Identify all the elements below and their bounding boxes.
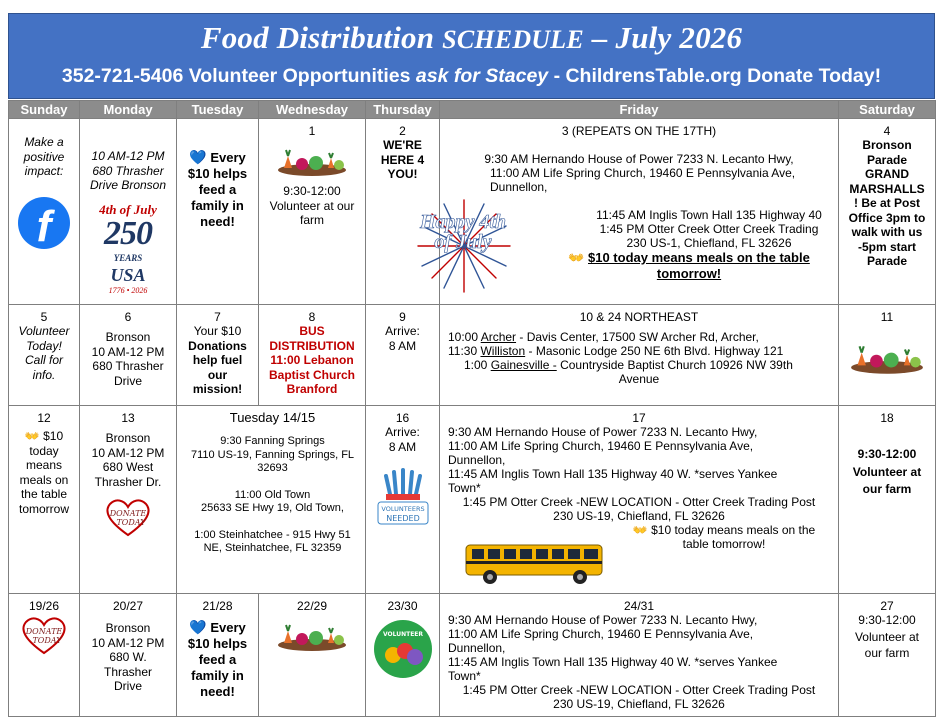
cell-text: Thrasher Dr. — [94, 474, 162, 489]
day-number: 3 (REPEATS ON THE 17TH) — [561, 124, 717, 138]
cell-text: 10:00 — [448, 330, 479, 344]
title-main: Food Distribution — [200, 20, 435, 55]
day-number: 10 & 24 NORTHEAST — [579, 310, 699, 324]
cell-text: need! — [200, 214, 235, 229]
day-cell-fri-week4 — [440, 594, 839, 717]
cell-text: Bronson — [862, 138, 912, 152]
day-cell-sat-week3 — [839, 406, 936, 594]
day-cell-sun-week3 — [9, 406, 80, 594]
day-cell-thu-week2 — [366, 305, 440, 406]
cell-text: Make a — [24, 135, 64, 149]
cell-text: HERE 4 — [380, 152, 425, 167]
cell-text: Volunteer — [18, 324, 70, 338]
cell-text: our farm — [864, 646, 910, 660]
cell-text: Dunnellon, — [490, 180, 548, 194]
cell-text: Office 3pm to — [848, 210, 926, 225]
calendar-table — [8, 100, 936, 717]
donate-today-heart-icon[interactable] — [102, 497, 154, 537]
cell-text: Drive Bronson — [89, 178, 167, 192]
badge-text: 1776 • 2026 — [108, 285, 148, 295]
day-number: 20/27 — [112, 599, 144, 613]
cell-text: tomorrow! — [656, 266, 722, 281]
cell-text: 11:00 AM Life Spring Church, 19460 E Pennsylvania Ave, — [448, 439, 754, 453]
day-cell-thu-week3 — [366, 406, 440, 594]
cell-text: Dunnellon, — [448, 453, 506, 467]
cell-text: - Davis Center, 17500 SW Archer Rd, Archer, — [519, 330, 759, 344]
cell-text: BUS — [299, 324, 325, 338]
cell-text: -5pm start — [857, 239, 916, 254]
day-cell-sat-week2 — [839, 305, 936, 406]
week-row-4 — [9, 594, 936, 717]
cell-text: 9:30-12:00 — [858, 613, 916, 627]
donate-website-text[interactable]: - ChildrensTable.org Donate Today! — [553, 65, 882, 87]
badge-text: USA — [110, 264, 146, 285]
day-cell-fri-week3 — [440, 406, 839, 594]
cell-text: Call for — [24, 353, 63, 367]
day-number: 8 — [308, 310, 316, 324]
vegetable-garden-icon — [276, 146, 348, 178]
cell-text: 1:45 PM Otter Creek Otter Creek Trading — [599, 222, 819, 236]
day-number: 19/26 — [28, 599, 60, 613]
cell-text: family in — [191, 198, 244, 213]
day-number: 17 — [632, 411, 646, 425]
day-number: 11 — [880, 310, 894, 324]
cell-text: 32693 — [257, 462, 288, 474]
cell-text: 230 US-19, Chiefland, FL 32626 — [553, 509, 725, 523]
header-banner — [8, 13, 935, 99]
day-header-friday: Friday — [440, 101, 839, 119]
cell-text: Today! — [26, 338, 62, 353]
cell-text: family in — [191, 668, 244, 683]
badge-text: 250 — [104, 215, 152, 252]
blue-heart-icon: 💙 — [189, 619, 207, 635]
cell-text: MARSHALLS — [849, 181, 925, 196]
cell-text: 11:45 AM Inglis Town Hall 135 Highway 40 W. *serves Yankee — [448, 467, 778, 481]
cell-text: Volunteer at — [852, 464, 922, 479]
cell-text: table tomorrow! — [682, 537, 766, 551]
day-number: 23/30 — [387, 599, 418, 613]
cell-text: tomorrow — [18, 501, 69, 516]
cell-text: 680 Thrasher — [92, 163, 164, 178]
cell-text: GRAND — [865, 167, 909, 181]
day-number: 18 — [880, 411, 894, 425]
cell-text: Parade — [866, 152, 908, 167]
needed-text: NEEDED — [385, 514, 420, 523]
vegetable-garden-icon — [849, 342, 925, 376]
cell-text: help fuel — [192, 353, 243, 367]
cell-text: Volunteer at our — [269, 198, 355, 213]
cell-text: Bronson — [105, 621, 151, 635]
raised-hands-icon: 👐 — [24, 429, 40, 443]
vegetable-garden-icon — [276, 621, 348, 653]
donate-text: DONATE — [109, 509, 147, 518]
cell-text: 7110 US-19, Fanning Springs, FL — [190, 448, 355, 461]
cell-text: 11:00 AM Life Spring Church, 19460 E Pennsylvania Ave, — [448, 627, 754, 641]
cell-text: Bronson — [105, 431, 151, 445]
cell-text: 11:00 Lebanon — [270, 353, 354, 367]
badge-text: 4th of July — [99, 201, 157, 217]
cell-text: Baptist Church — [268, 367, 355, 382]
cell-text: ! Be at Post — [853, 196, 920, 210]
cell-text: DISTRIBUTION — [269, 338, 355, 353]
day-number: 21/28 — [202, 599, 233, 613]
cell-text: mission! — [192, 382, 243, 396]
day-cell-mon-week1 — [80, 119, 177, 305]
fourth-of-july-250-years-usa-badge — [89, 201, 167, 295]
day-number: Tuesday 14/15 — [229, 410, 316, 425]
cell-text: Countryside Baptist Church 10926 NW 39th — [560, 358, 793, 372]
cell-text: info. — [32, 367, 56, 382]
volunteer-text: VOLUNTEER — [382, 631, 423, 638]
cell-text: Thrasher — [103, 664, 153, 679]
day-cell-mon-week2 — [80, 305, 177, 406]
day-cell-fri-week2 — [440, 305, 839, 406]
raised-hands-icon: 👐 — [632, 523, 648, 537]
cell-text: NE, Steinhatchee, FL 32359 — [203, 542, 342, 554]
cell-text: Dunnellon, — [448, 641, 506, 655]
cell-text: Every — [210, 620, 246, 635]
cell-text: 680 Thrasher — [92, 359, 164, 373]
blue-heart-icon: 💙 — [189, 149, 207, 165]
cell-text: 9:30 AM Hernando House of Power 7233 N. Lecanto Hwy, — [448, 613, 758, 627]
day-header-monday: Monday — [80, 101, 177, 119]
cell-text: 10 AM-12 PM — [91, 344, 165, 359]
cell-text: Bronson — [105, 330, 151, 344]
cell-text: need! — [200, 684, 235, 699]
day-cell-mon-week4 — [80, 594, 177, 717]
cell-text: Arrive: — [385, 324, 420, 338]
cell-text: 10 AM-12 PM — [91, 445, 165, 460]
cell-text: $10 today means meals on the — [651, 523, 816, 537]
cell-text: 230 US-1, Chiefland, FL 32626 — [626, 236, 792, 250]
donate-text: DONATE — [25, 627, 63, 636]
day-number: 12 — [37, 411, 51, 425]
day-cell-sat-week1 — [839, 119, 936, 305]
volunteer-hands-circle-icon — [373, 619, 433, 679]
phone-volunteer-text: 352-721-5406 Volunteer Opportunities — [61, 65, 411, 87]
cell-text: Parade — [866, 254, 908, 268]
donate-today-heart-icon[interactable] — [16, 615, 72, 655]
day-number: 9 — [399, 310, 406, 324]
day-header-wednesday: Wednesday — [259, 101, 366, 119]
cell-text: 230 US-19, Chiefland, FL 32626 — [553, 697, 725, 711]
cell-text: 1:45 PM Otter Creek -NEW LOCATION - Otter Creek Trading Post — [462, 495, 816, 509]
cell-text: feed a — [198, 182, 237, 197]
location-link[interactable]: Archer — [480, 330, 517, 344]
cell-text: Drive — [113, 679, 142, 693]
weekday-header-row — [9, 101, 936, 119]
cell-text: positive — [23, 149, 65, 164]
day-cell-sun-week1 — [9, 119, 80, 305]
day-cell-sun-week2 — [9, 305, 80, 406]
day-number: 13 — [121, 411, 135, 425]
cell-text: our — [207, 367, 228, 382]
day-number: 7 — [214, 310, 221, 324]
cell-text: 11:45 AM Inglis Town Hall 135 Highway 40 W. *serves Yankee — [448, 655, 778, 669]
cell-text: 9:30-12:00 — [857, 447, 917, 461]
cell-text: Drive — [113, 373, 142, 388]
day-cell-tue-week1 — [177, 119, 259, 305]
cell-text: 11:45 AM Inglis Town Hall 135 Highway 40 — [596, 208, 822, 222]
volunteers-text: VOLUNTEERS — [380, 505, 425, 513]
cell-text: 8 AM — [388, 439, 417, 454]
cell-text: WE'RE — [383, 138, 422, 152]
cell-text: 9:30 Fanning Springs — [220, 435, 325, 447]
cell-text: YOU! — [387, 167, 418, 181]
day-cell-tue-week2 — [177, 305, 259, 406]
day-cell-sun-week4 — [9, 594, 80, 717]
cell-text: impact: — [24, 164, 64, 178]
day-cell-sat-week4 — [839, 594, 936, 717]
cell-text: meals on — [19, 472, 69, 487]
day-number: 2 — [399, 124, 406, 138]
cell-text: 1:45 PM Otter Creek -NEW LOCATION - Otter Creek Trading Post — [462, 683, 816, 697]
cell-text: 10 AM-12 PM — [91, 149, 165, 163]
day-cell-wed-week1 — [259, 119, 366, 305]
cell-text: $10 helps — [187, 166, 248, 181]
cell-text: Arrive: — [385, 425, 420, 439]
cell-text: 11:00 Old Town — [234, 488, 311, 501]
ask-for-stacey-text: ask for Stacey — [415, 65, 549, 87]
day-header-thursday: Thursday — [366, 101, 440, 119]
day-cell-mon-week3 — [80, 406, 177, 594]
cell-text: Your $10 — [193, 324, 242, 338]
cell-text: 9:30-12:00 — [283, 184, 341, 198]
cell-text: the table — [20, 487, 68, 501]
day-cell-tue-week4 — [177, 594, 259, 717]
day-header-sunday: Sunday — [9, 101, 80, 119]
school-bus-icon — [462, 539, 608, 585]
cell-text: 9:30 AM Hernando House of Power 7233 N. Lecanto Hwy, — [484, 152, 794, 166]
day-header-saturday: Saturday — [839, 101, 936, 119]
cell-text: means — [25, 458, 63, 472]
donate-text: TODAY — [32, 636, 62, 645]
badge-text: YEARS — [113, 253, 143, 263]
cell-text: 10 AM-12 PM — [91, 635, 165, 650]
donate-text: TODAY — [116, 518, 146, 527]
day-cell-tuewed-week3 — [177, 406, 366, 594]
cell-text: 8 AM — [388, 338, 417, 353]
day-number: 22/29 — [296, 599, 328, 613]
cell-text: today — [29, 443, 59, 458]
day-number: 1 — [308, 124, 316, 138]
cell-text: $10 — [43, 429, 64, 443]
cell-text: 1:00 Steinhatchee - 915 Hwy 51 — [194, 528, 351, 541]
cell-text: 1:00 — [464, 358, 488, 372]
cell-text: Donations — [188, 338, 247, 353]
cell-text: 680 W. — [109, 650, 147, 664]
facebook-icon[interactable]: f — [18, 197, 70, 249]
week-row-2 — [9, 305, 936, 406]
volunteers-needed-hands-icon — [376, 460, 430, 526]
day-number: 6 — [124, 310, 132, 324]
cell-text: 9:30 AM Hernando House of Power 7233 N. Lecanto Hwy, — [448, 425, 758, 439]
day-cell-wed-week2 — [259, 305, 366, 406]
location-link[interactable]: Gainesville - — [490, 358, 557, 372]
cell-text: our farm — [862, 482, 912, 496]
day-cell-wed-week4 — [259, 594, 366, 717]
week-row-3 — [9, 406, 936, 594]
cell-text: - Masonic Lodge 250 NE 6th Blvd. Highway 121 — [528, 344, 784, 358]
title-schedule: SCHEDULE — [442, 25, 584, 54]
day-number: 27 — [880, 599, 894, 613]
day-cell-thu-week4 — [366, 594, 440, 717]
cell-text: 680 West — [102, 460, 154, 474]
day-header-tuesday: Tuesday — [177, 101, 259, 119]
banner-subtitle — [9, 64, 934, 88]
happy-4th-of-july-text: Happy 4th of July — [419, 211, 507, 253]
cell-text: Town* — [448, 481, 481, 495]
cell-text: Volunteer at — [854, 629, 920, 644]
day-number: 16 — [395, 411, 410, 425]
cell-text: feed a — [198, 652, 237, 667]
cell-text: Avenue — [618, 372, 660, 386]
cell-text: Every — [210, 150, 246, 165]
day-number: 5 — [40, 310, 48, 324]
cell-text: 11:00 AM Life Spring Church, 19460 E Pennsylvania Ave, — [490, 166, 796, 180]
title-month: – July 2026 — [591, 20, 743, 55]
day-number: 24/31 — [623, 599, 655, 613]
cell-text: Branford — [286, 382, 338, 396]
cell-text: farm — [300, 213, 324, 227]
cell-text: 25633 SE Hwy 19, Old Town, — [201, 502, 344, 514]
cell-text: walk with us — [851, 225, 923, 239]
cell-text: $10 helps — [187, 636, 248, 651]
day-number: 4 — [883, 124, 891, 138]
cell-text: Town* — [448, 669, 481, 683]
raised-hands-icon: 👐 — [568, 250, 585, 265]
location-link[interactable]: Williston — [480, 344, 526, 358]
cell-text: $10 today means meals on the table — [588, 250, 810, 265]
page-title — [9, 20, 934, 58]
cell-text: 11:30 — [448, 344, 478, 358]
